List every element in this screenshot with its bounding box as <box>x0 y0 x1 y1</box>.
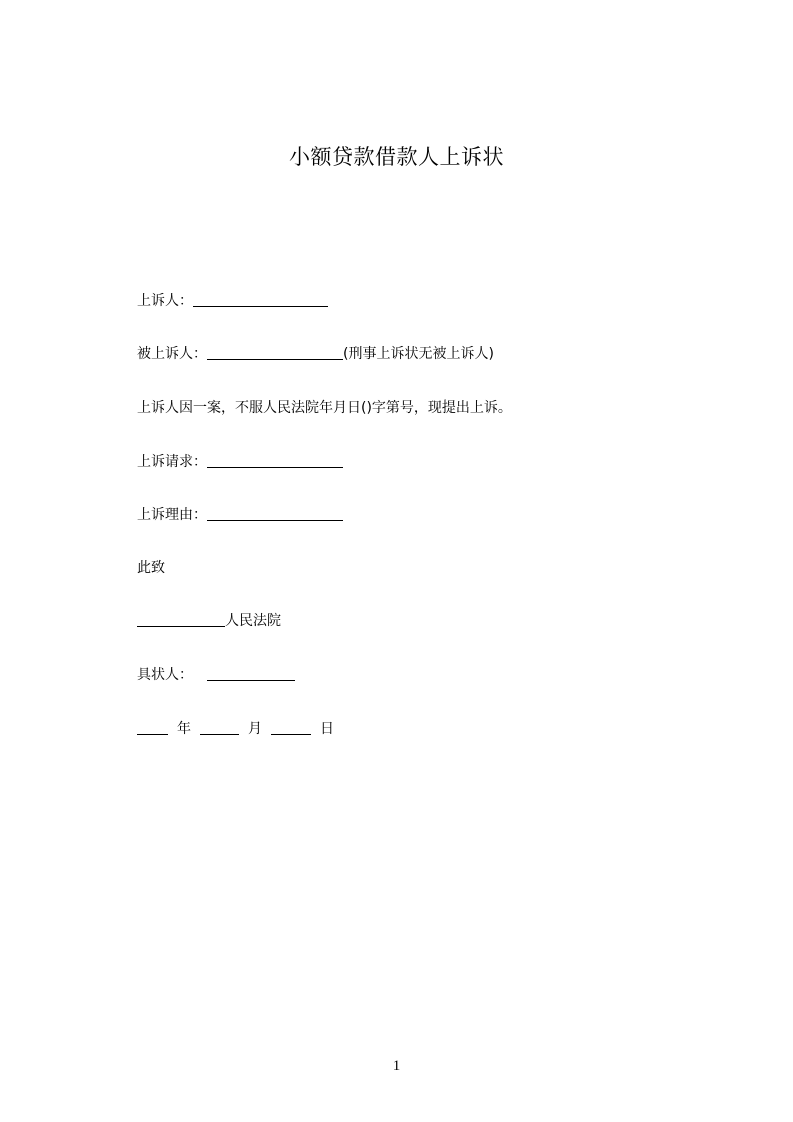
appellee-line <box>137 344 494 364</box>
request-blank <box>207 453 343 468</box>
signer-line <box>137 665 295 685</box>
request-label: 上诉请求： <box>137 454 207 470</box>
document-title: 小额贷款借款人上诉状 <box>289 145 504 169</box>
date-year: 年 <box>177 721 191 737</box>
court-suffix: 人民法院 <box>225 613 281 629</box>
date-day: 日 <box>320 721 334 737</box>
page-number: 1 <box>392 1058 401 1074</box>
date-line <box>137 719 334 739</box>
signer-blank <box>207 666 295 681</box>
salutation: 此致 <box>137 560 165 576</box>
appellant-blank <box>193 292 328 307</box>
appellant-line <box>137 291 328 311</box>
appeal-statement: 上诉人因一案，不服人民法院年月日()字第号，现提出上诉。 <box>137 400 512 416</box>
reason-line <box>137 505 343 525</box>
appellee-blank <box>207 345 343 360</box>
reason-label: 上诉理由： <box>137 507 207 523</box>
appellant-label: 上诉人： <box>137 293 193 309</box>
year-blank <box>137 720 168 735</box>
reason-blank <box>207 506 343 521</box>
signer-label: 具状人： <box>137 667 193 683</box>
request-line <box>137 452 343 472</box>
appellee-note: (刑事上诉状无被上诉人) <box>343 346 494 362</box>
court-name-blank <box>137 612 225 627</box>
appellee-label: 被上诉人： <box>137 346 207 362</box>
date-month: 月 <box>248 721 262 737</box>
court-line <box>137 611 281 631</box>
day-blank <box>271 720 311 735</box>
month-blank <box>200 720 239 735</box>
